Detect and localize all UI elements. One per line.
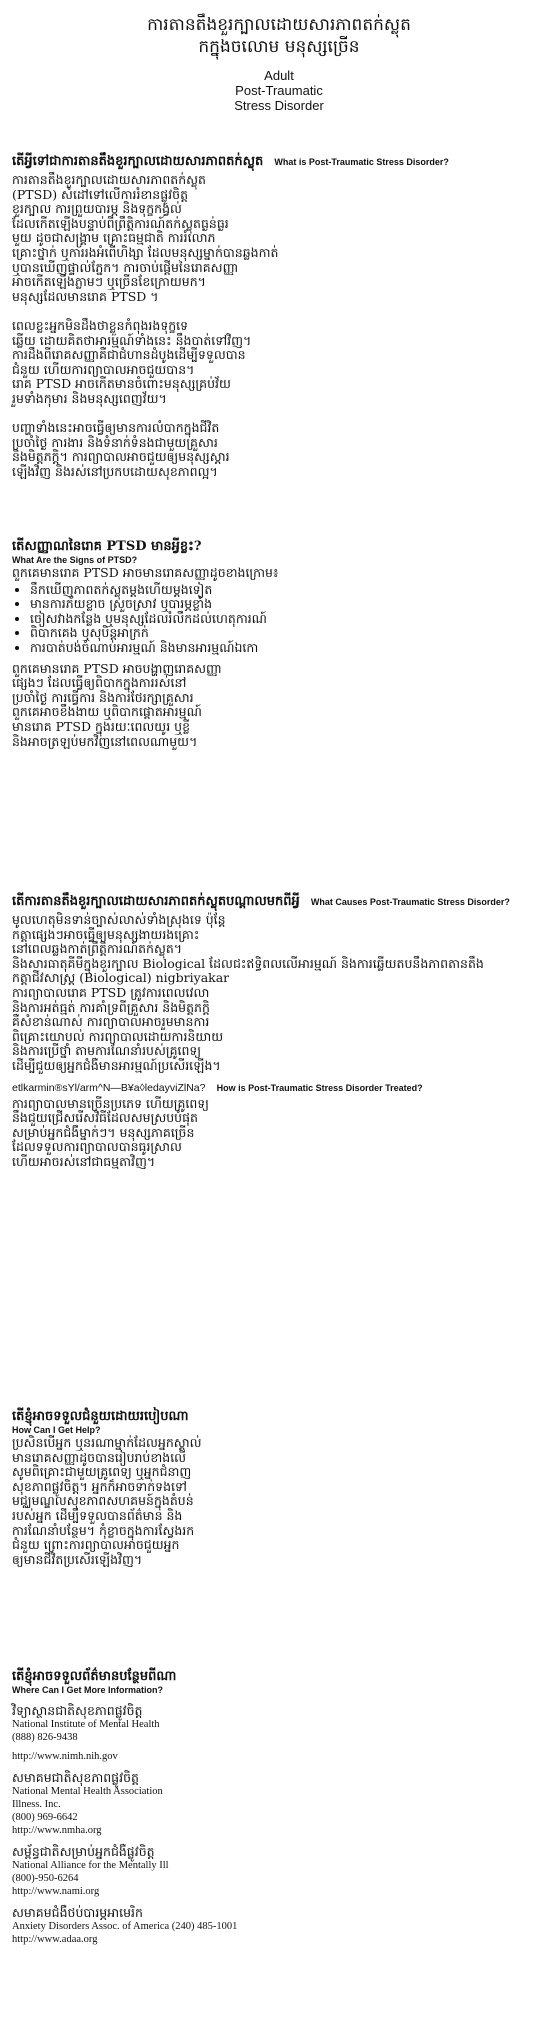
treatment-heading-english: How is Post-Traumatic Stress Disorder Treated? — [216, 1082, 423, 1093]
resource-name-khmer: សមាគមជំងឺថប់បារម្ភអាមេរិក — [12, 1905, 143, 1920]
resource-name: National Mental Health Association — [12, 1786, 163, 1797]
title-en-line3: Stress Disorder — [234, 98, 324, 113]
resource-entry — [12, 1704, 548, 1763]
section-heading-english: Where Can I Get More Information? — [12, 1685, 164, 1695]
resource-phone: (800) 969-6642 — [12, 1812, 78, 1823]
section-get-help — [12, 1405, 548, 1567]
title-en-line2: Post-Traumatic — [235, 83, 323, 98]
title-en-line1: Adult — [264, 68, 294, 83]
biological-line-2: កត្តាជីវសាស្ត្រ (Biological) nigbriyakar — [12, 970, 230, 986]
resource-url[interactable]: http://www.nmha.org — [12, 1825, 102, 1836]
list-item: • នឹកឃើញភាពតក់ស្លុតម្ដងហើយម្ដងទៀត — [30, 583, 548, 598]
title-khmer — [0, 14, 558, 58]
resource-phone: (800)-950-6264 — [12, 1873, 79, 1884]
section-heading-english: What Causes Post-Traumatic Stress Disorder? — [310, 897, 510, 907]
resource-subtitle: Illness. Inc. — [12, 1799, 61, 1810]
section-heading-khmer: តើការតានតឹងខួរក្បាលដោយសារភាពតក់ស្លុតបណ្តាលមកពីអ្វី — [12, 894, 300, 909]
title-english — [0, 68, 558, 113]
resource-name: National Institute of Mental Health — [12, 1719, 160, 1730]
resource-url[interactable]: http://www.nimh.nih.gov — [12, 1751, 118, 1762]
section-body: ពួកគេមានរោគ PTSD អាចបង្ហាញរោគសញ្ញា ផ្សេងៗ ដែលធ្វើឲ្យពិបាកក្នុងការរស់នៅ ប្រចាំថ្ងៃ ការធ្វើការ និងការថែរក្សាគ្រួសារ ពួកគេអាចខឹងងាយ ឬពិបាកផ្ដោតអារម្មណ៍ មានរោគ PTSD ក្នុងរយៈពេលយូរ ឬខ្លី និងអាចត្រឡប់មកវិញនៅពេលណាមួយ។ — [12, 660, 222, 749]
section-heading-english: How Can I Get Help? — [12, 1425, 101, 1435]
section-more-info — [12, 1665, 548, 1946]
garbled-heading: etlkarmin®sYl/arm^N—B¥a◊ledayviZlNa? — [12, 1081, 206, 1094]
signs-list — [12, 583, 548, 656]
resource-name-phone: Anxiety Disorders Assoc. of America (240) 485-1001 — [12, 1921, 238, 1932]
section-body-2: ការព្យាបាលរោគ PTSD ត្រូវការពេលវេលា និងការអត់ធ្មត់ ការគាំទ្រពីគ្រួសារ និងមិត្តភក្តិ គឺសំខាន់ណាស់ ការព្យាបាលអាចរួមមានការ ពិគ្រោះយោបល់ ការព្យាបាលដោយការនិយាយ និងការប្រើថ្នាំ តាមការណែនាំរបស់គ្រូពេទ្យ ដើម្បីជួយឲ្យអ្នកជំងឺមានអារម្មណ៍ប្រសើរឡើង។ — [12, 984, 224, 1073]
section-what-is-ptsd — [12, 150, 548, 479]
biological-line: និងសារធាតុគីមីក្នុងខួរក្បាល Biological ដែលជះឥទ្ធិពលលើអារម្មណ៍ និងការឆ្លើយតបនឹងភាពតានតឹង — [12, 955, 484, 971]
title-kh-line2: កក្នុងចលោម មនុស្សច្រើន — [198, 37, 360, 57]
resource-name: National Alliance for the Mentally Ill — [12, 1860, 169, 1871]
resource-url[interactable]: http://www.adaa.org — [12, 1934, 98, 1945]
section-body-3: ការព្យាបាលមានច្រើនប្រភេទ ហើយគ្រូពេទ្យ នឹងជួយជ្រើសរើសវិធីដែលសមស្របបំផុត សម្រាប់អ្នកជំងឺម្នាក់ៗ។ មនុស្សភាគច្រើន ដែលទទួលការព្យាបាលបានធូរស្រាល ហើយអាចរស់នៅជាធម្មតាវិញ។ — [12, 1095, 209, 1169]
section-heading-english: What is Post-Traumatic Stress Disorder? — [274, 157, 449, 167]
section-heading-khmer: តើអ្វីទៅជាការតានតឹងខួរក្បាលដោយសារភាពតក់ស្លុត — [12, 154, 264, 169]
list-item: • មានការភ័យខ្លាច ស្រួចស្រាវ ឬបារម្ភខ្លាំង — [30, 597, 548, 612]
section-body: មូលហេតុមិនទាន់ច្បាស់លាស់ទាំងស្រុងទេ ប៉ុន្តែ កត្តាផ្សេងៗអាចធ្វើឲ្យមនុស្សងាយរងគ្រោះ នៅពេលឆ្លងកាត់ព្រឹត្តិការណ៍តក់ស្លុត។ — [12, 912, 226, 957]
section-signs — [12, 535, 548, 749]
section-intro: ពួកគេមានរោគ PTSD អាចមានរោគសញ្ញាដូចខាងក្រោម៖ — [12, 565, 279, 580]
resource-url[interactable]: http://www.nami.org — [12, 1886, 100, 1897]
section-heading-khmer: តើខ្ញុំអាចទទួលជំនួយដោយរបៀបណា — [12, 1409, 189, 1424]
section-heading-khmer: តើសញ្ញាណនៃរោគ PTSD មានអ្វីខ្លះ? — [12, 539, 202, 554]
resource-name-khmer: សមាគមជាតិសុខភាពផ្លូវចិត្ត — [12, 1770, 139, 1785]
list-item: • ចៀសវាងកន្លែង ឬមនុស្សដែលរំលឹកដល់ហេតុការណ៍ — [30, 612, 548, 627]
section-body: ប្រសិនបើអ្នក ឬនរណាម្នាក់ដែលអ្នកស្គាល់ មានរោគសញ្ញាដូចបានរៀបរាប់ខាងលើ សូមពិគ្រោះជាមួយគ្រូពេទ្យ ឬអ្នកជំនាញ សុខភាពផ្លូវចិត្ត។ អ្នកក៏អាចទាក់ទងទៅ មជ្ឈមណ្ឌលសុខភាពសហគមន៍ក្នុងតំបន់ របស់អ្នក ដើម្បីទទួលបានព័ត៌មាន និង ការណែនាំបន្ថែម។ កុំខ្លាចក្នុងការស្វែងរក ជំនួយ ព្រោះការព្យាបាលអាចជួយអ្នក ឲ្យមានជីវិតប្រសើរឡើងវិញ។ — [12, 1435, 202, 1567]
resource-phone: (888) 826-9438 — [12, 1732, 78, 1743]
resource-name-khmer: សម្ព័ន្ធជាតិសម្រាប់អ្នកជំងឺផ្លូវចិត្ត — [12, 1844, 155, 1859]
title-kh-line1: ការតានតឹងខួរក្បាលដោយសារភាពតក់ស្លុត — [147, 15, 411, 35]
resource-entry — [12, 1771, 548, 1837]
resource-name-khmer: វិទ្យាស្ថានជាតិសុខភាពផ្លូវចិត្ត — [12, 1703, 143, 1718]
section-heading-khmer: តើខ្ញុំអាចទទួលព័ត៌មានបន្ថែមពីណា — [12, 1669, 177, 1684]
section-heading-english: What Are the Signs of PTSD? — [12, 555, 138, 565]
resource-entry — [12, 1845, 548, 1898]
section-body: ការតានតឹងខួរក្បាលដោយសារភាពតក់ស្លុត (PTSD) សំដៅទៅលើការរំខានផ្លូវចិត្ត ខួរក្បាល ការព្រួយបារម្ភ និងទុក្ខកង្វល់ ដែលកើតឡើងបន្ទាប់ពីព្រឹត្តិការណ៍តក់ស្លុតធ្ងន់ធ្ងរ មួយ ដូចជាសង្គ្រាម គ្រោះធម្មជាតិ ការរំលោភ គ្រោះថ្នាក់ ឬការរងអំពើហិង្សា ដែលមនុស្សម្នាក់បានឆ្លងកាត់ ឬបានឃើញផ្ទាល់ភ្នែក។ ការចាប់ផ្តើមនៃរោគសញ្ញា អាចកើតឡើងភ្លាមៗ ឬច្រើនខែក្រោយមក។ មនុស្សដែលមានរោគ PTSD ។ ពេលខ្លះអ្នកមិនដឹងថាខ្លួនកំពុងរងទុក្ខទេ ឆ្លើយ ដោយគិតថាអារម្មណ៍ទាំងនេះ នឹងបាត់ទៅវិញ។ ការដឹងពីរោគសញ្ញាគឺជាជំហានដំបូងដើម្បីទទួលបាន ជំនួយ ហើយការព្យាបាលអាចជួយបាន។ រោគ PTSD អាចកើតមានចំពោះមនុស្សគ្រប់វ័យ រួមទាំងកុមារ និងមនុស្សពេញវ័យ។ បញ្ហាទាំងនេះអាចធ្វើឲ្យមានការលំបាកក្នុងជីវិត ប្រចាំថ្ងៃ ការងារ និងទំនាក់ទំនងជាមួយគ្រួសារ និងមិត្តភក្តិ។ ការព្យាបាលអាចជួយឲ្យមនុស្សស្ដារ ឡើងវិញ និងរស់នៅប្រកបដោយសុខភាពល្អ។ — [12, 172, 279, 479]
resource-entry — [12, 1906, 548, 1946]
section-causes — [12, 890, 548, 1170]
list-item: • ការបាត់បង់ចំណាប់អារម្មណ៍ និងមានអារម្មណ៍ឯកោ — [30, 641, 548, 656]
list-item: • ពិបាកគេង ឬសុបិន្តអាក្រក់ — [30, 626, 548, 641]
